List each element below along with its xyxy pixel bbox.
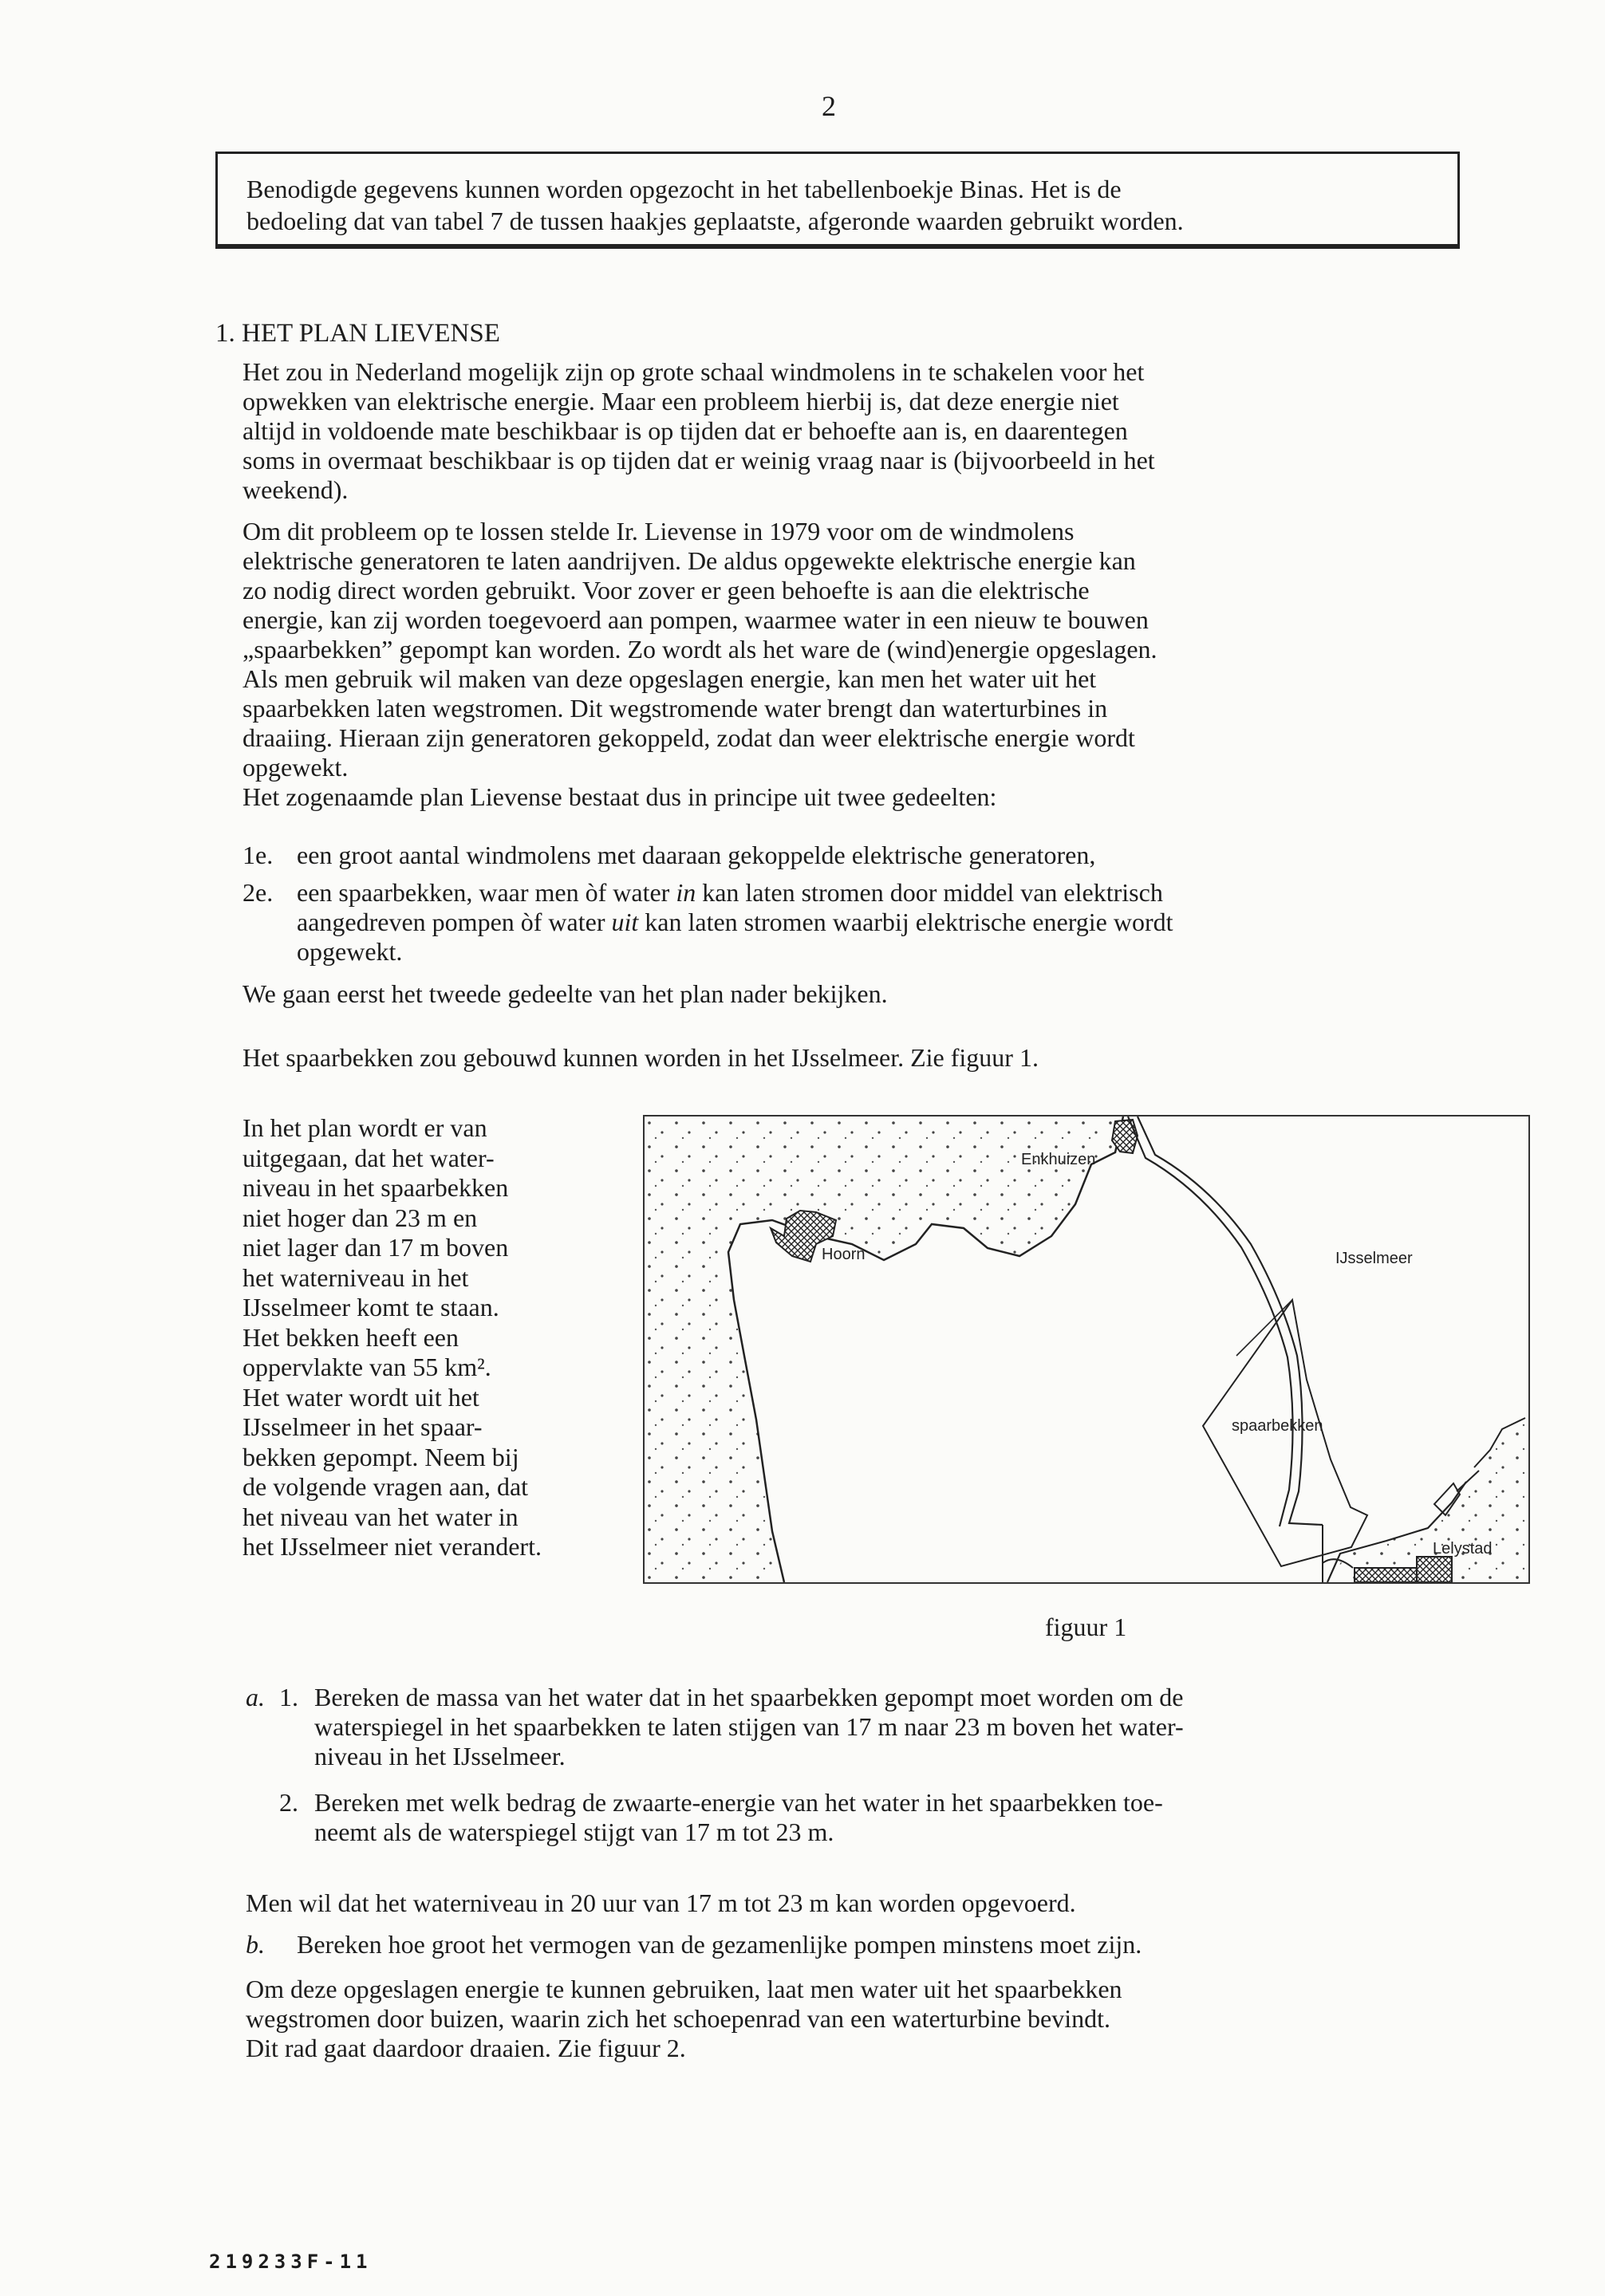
text-line: Om deze opgeslagen energie te kunnen gebruiken, laat men water uit het spaarbekken (246, 1975, 1122, 2003)
land-west (645, 1116, 1123, 1582)
text-line: Het zou in Nederland mogelijk zijn op grote schaal windmolens in te schakelen voor het (243, 357, 1145, 386)
text-line: oppervlakte van 55 km². (243, 1353, 491, 1381)
intro-paragraph (243, 357, 1463, 505)
text-line: Het bekken heeft een (243, 1322, 459, 1352)
text-line: Bereken de massa van het water dat in het spaarbekken gepompt moet worden om de (314, 1683, 1184, 1711)
second-part-sentence: We gaan eerst het tweede gedeelte van het plan nader bekijken. (243, 979, 888, 1008)
text-line: uitgegaan, dat het water- (243, 1143, 495, 1172)
text-line: In het plan wordt er van (243, 1113, 487, 1142)
text-line: neemt als de waterspiegel stijgt van 17 m tot 23 m. (314, 1818, 834, 1846)
text-line: niet lager dan 17 m boven (243, 1233, 509, 1262)
label-lelystad: Lelystad (1433, 1540, 1493, 1558)
section-heading (215, 319, 500, 349)
text-line: Bereken met welk bedrag de zwaarte-energie van het water in het spaarbekken toe- (314, 1788, 1163, 1817)
text-line: Om dit probleem op te lossen stelde Ir. Lievense in 1979 voor om de windmolens (243, 517, 1075, 545)
dike-inner (1128, 1116, 1293, 1526)
text-line: spaarbekken laten wegstromen. Dit wegstromende water brengt dan waterturbines in (243, 694, 1108, 723)
notice-box (215, 152, 1460, 249)
text-line: het IJsselmeer niet verandert. (243, 1532, 542, 1561)
text-line: energie, kan zij worden toegevoerd aan pompen, waarmee water in een nieuw te bouwen (243, 605, 1149, 634)
text-line: waterspiegel in het spaarbekken te laten stijgen van 17 m naar 23 m boven het water- (314, 1712, 1184, 1741)
question-a2-number: 2. (279, 1788, 298, 1817)
question-b-text: Bereken hoe groot het vermogen van de gezamenlijke pompen minstens moet zijn. (297, 1930, 1142, 1959)
text-line: een spaarbekken, waar men òf water in kan laten stromen door middel van elektrisch (297, 878, 1163, 907)
notice-line: Benodigde gegevens kunnen worden opgezocht in het tabellenboekje Binas. Het is de (246, 175, 1122, 203)
text-line: Dit rad gaat daardoor draaien. Zie figuur 2. (246, 2034, 686, 2062)
text-line: weekend). (243, 475, 349, 504)
text-line: altijd in voldoende mate beschikbaar is op tijden dat er behoefte aan is, en daarentegen (243, 416, 1128, 445)
closing-paragraph (246, 1975, 1466, 2063)
section-title: HET PLAN LIEVENSE (242, 319, 500, 348)
section-number: 1. (215, 319, 235, 348)
question-a1-number: 1. (279, 1683, 298, 1711)
text-line: niveau in het spaarbekken (243, 1173, 509, 1202)
label-ijsselmeer: IJsselmeer (1335, 1250, 1413, 1267)
text-line: Het zogenaamde plan Lievense bestaat dus in principe uit twee gedeelten: (243, 782, 997, 811)
text-line: Het water wordt uit het (243, 1382, 479, 1412)
dike-outer (1138, 1116, 1323, 1525)
part-2-text (297, 878, 1461, 967)
lelystad-city (1355, 1568, 1417, 1582)
text-line: soms in overmaat beschikbaar is op tijden dat er weinig vraag naar is (bijvoorbeeld in het (243, 446, 1155, 475)
text-line: de volgende vragen aan, dat (243, 1472, 529, 1501)
text-line: opgewekt. (243, 753, 349, 782)
question-a2-text (314, 1788, 1463, 1847)
question-b-label: b. (246, 1930, 265, 1959)
footer-code: 219233F-11 (209, 2251, 373, 2273)
text-line: Als men gebruik wil maken van deze opgeslagen energie, kan men het water uit het (243, 664, 1097, 693)
part-1-number: 1e. (243, 841, 274, 869)
label-enkhuizen: Enkhuizen (1021, 1151, 1096, 1168)
lelystad-city (1417, 1557, 1452, 1582)
figure-caption: figuur 1 (1045, 1613, 1127, 1641)
label-hoorn: Hoorn (822, 1246, 866, 1263)
text-line: het niveau van het water in (243, 1502, 519, 1531)
notice-line: bedoeling dat van tabel 7 de tussen haakjes geplaatste, afgeronde waarden gebruikt worden. (246, 207, 1184, 235)
text-line: bekken gepompt. Neem bij (243, 1442, 519, 1471)
text-line: „spaarbekken” gepompt kan worden. Zo wordt als het ware de (wind)energie opgeslagen. (243, 635, 1157, 664)
text-line: niet hoger dan 23 m en (243, 1203, 478, 1232)
plan-paragraph (243, 517, 1463, 812)
text-line: aangedreven pompen òf water uit kan laten stromen waarbij elektrische energie wordt (297, 908, 1173, 936)
text-line: elektrische generatoren te laten aandrijven. De aldus opgewekte elektrische energie kan (243, 546, 1136, 575)
text-line: het waterniveau in het (243, 1262, 469, 1292)
text-line: opgewekt. (297, 937, 403, 966)
time-sentence: Men wil dat het waterniveau in 20 uur van 17 m tot 23 m kan worden opgevoerd. (246, 1888, 1076, 1917)
page-number: 2 (822, 90, 836, 122)
figure-intro: Het spaarbekken zou gebouwd kunnen worden in het IJsselmeer. Zie figuur 1. (243, 1043, 1039, 1072)
text-line: IJsselmeer komt te staan. (243, 1293, 499, 1321)
text-line: IJsselmeer in het spaar- (243, 1412, 483, 1441)
text-line: opwekken van elektrische energie. Maar een probleem hierbij is, dat deze energie niet (243, 387, 1119, 415)
question-a-label: a. (246, 1683, 265, 1711)
question-a1-text (314, 1683, 1463, 1771)
text-line: niveau in het IJsselmeer. (314, 1742, 566, 1770)
text-line: wegstromen door buizen, waarin zich het schoepenrad van een waterturbine bevindt. (246, 2004, 1111, 2033)
map-figure (643, 1115, 1530, 1584)
map-svg (645, 1116, 1528, 1582)
side-paragraph (243, 1113, 609, 1562)
part-2-number: 2e. (243, 878, 274, 907)
part-1-text: een groot aantal windmolens met daaraan gekoppelde elektrische generatoren, (297, 841, 1096, 869)
text-line: draaiing. Hieraan zijn generatoren gekoppeld, zodat dan weer elektrische energie wordt (243, 723, 1135, 752)
text-line: zo nodig direct worden gebruikt. Voor zover er geen behoefte is aan die elektrische (243, 576, 1090, 605)
label-spaarbekken: spaarbekken (1232, 1417, 1323, 1435)
